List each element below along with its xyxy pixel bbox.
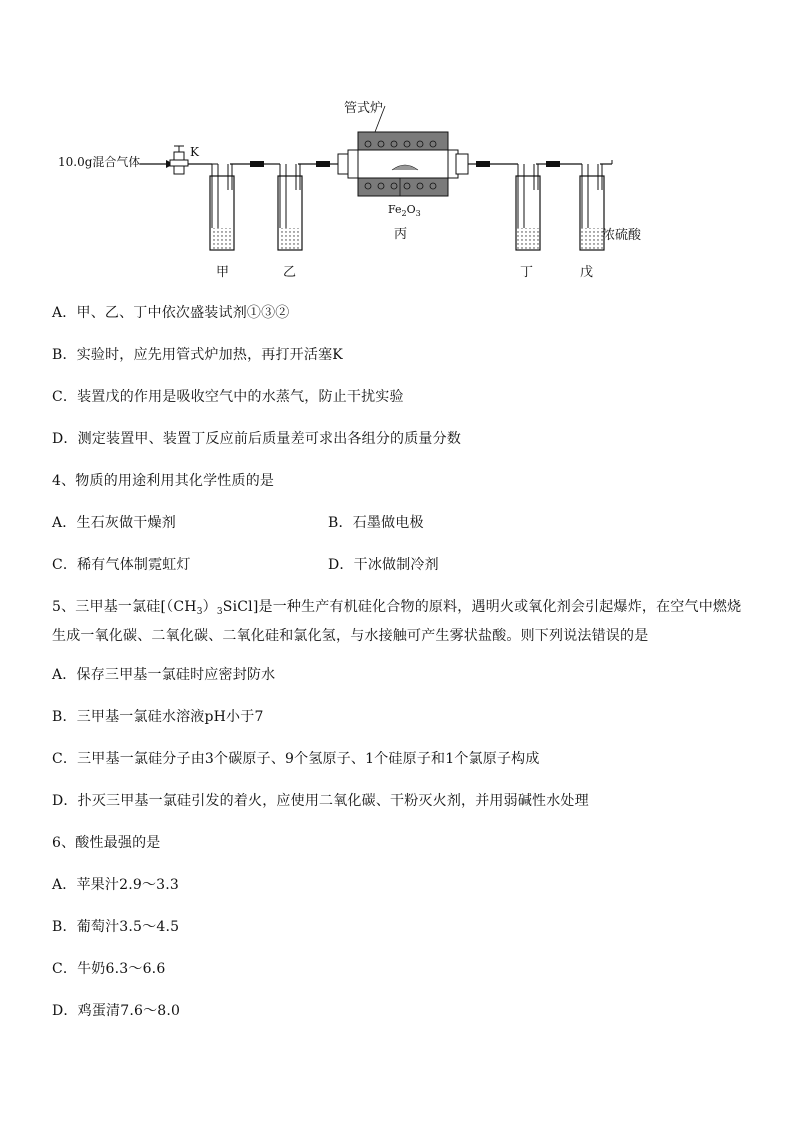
experiment-apparatus-diagram: [40, 90, 680, 290]
label-yi: 乙: [283, 265, 297, 280]
q3-option-d: D．测定装置甲、装置丁反应前后质量差可求出各组分的质量分数: [52, 431, 462, 447]
q6-option-c: C．牛奶6.3～6.6: [52, 961, 166, 977]
q6-stem: 6、酸性最强的是: [52, 835, 161, 851]
q5-stem-rest: SiCl]是一种生产有机硅化合物的原料，遇明火或氧化剂会引起爆炸，在空气中燃烧生成一氧化碳、二氧化碳、二氧化硅和氯化氢，与水接触可产生雾状盐酸。则下列说法错误的是: [52, 599, 742, 644]
label-jia: 甲: [216, 265, 230, 280]
q3-option-a: A．甲、乙、丁中依次盛装试剂①③②: [52, 305, 290, 321]
q4-option-b: B．石墨做电极: [328, 515, 424, 531]
q5-option-b: B．三甲基一氯硅水溶液pH小于7: [52, 709, 264, 725]
label-wu: 戊: [580, 265, 594, 280]
q4-stem: 4、物质的用途利用其化学性质的是: [52, 473, 275, 489]
q5-option-a: A．保存三甲基一氯硅时应密封防水: [52, 667, 276, 683]
bottle-jia: [210, 164, 234, 250]
bottle-yi: [278, 164, 302, 250]
q5-option-d: D．扑灭三甲基一氯硅引发的着火，应使用二氧化碳、干粉灭火剂，并用弱碱性水处理: [52, 793, 589, 809]
q5-stem-sub: 3: [196, 607, 203, 617]
q4-option-a: A．生石灰做干燥剂: [52, 515, 176, 531]
label-ding: 丁: [520, 265, 534, 280]
q3-option-b: B．实验时，应先用管式炉加热，再打开活塞K: [52, 347, 343, 363]
q5-stem-sub2: 3: [216, 607, 223, 617]
label-bing: 丙: [394, 227, 408, 242]
q6-option-b: B．葡萄汁3.5～4.5: [52, 919, 180, 935]
acid-label: 浓硫酸: [602, 228, 642, 243]
furnace-label: 管式炉: [344, 101, 384, 116]
bottle-ding: [516, 164, 540, 250]
oxide-label: $Fe_2O_3$: [388, 203, 421, 218]
q6-option-a: A．苹果汁2.9～3.3: [52, 877, 180, 893]
q5-stem-post: ）: [202, 599, 217, 615]
tube-furnace: [338, 100, 468, 218]
q3-option-c: C．装置戊的作用是吸收空气中的水蒸气，防止干扰实验: [52, 389, 404, 405]
valve-k: [170, 145, 200, 174]
valve-label: K: [190, 145, 199, 159]
gas-label: 10.0g混合气体: [58, 155, 141, 169]
q6-option-d: D．鸡蛋清7.6～8.0: [52, 1003, 181, 1019]
q5-stem: [52, 595, 752, 648]
q5-stem-pre: 5、三甲基一氯硅[（CH: [52, 599, 197, 615]
q4-option-c: C．稀有气体制霓虹灯: [52, 557, 191, 573]
q5-option-c: C．三甲基一氯硅分子由3个碳原子、9个氢原子、1个硅原子和1个氯原子构成: [52, 751, 540, 767]
q4-option-d: D．干冰做制冷剂: [328, 557, 439, 573]
